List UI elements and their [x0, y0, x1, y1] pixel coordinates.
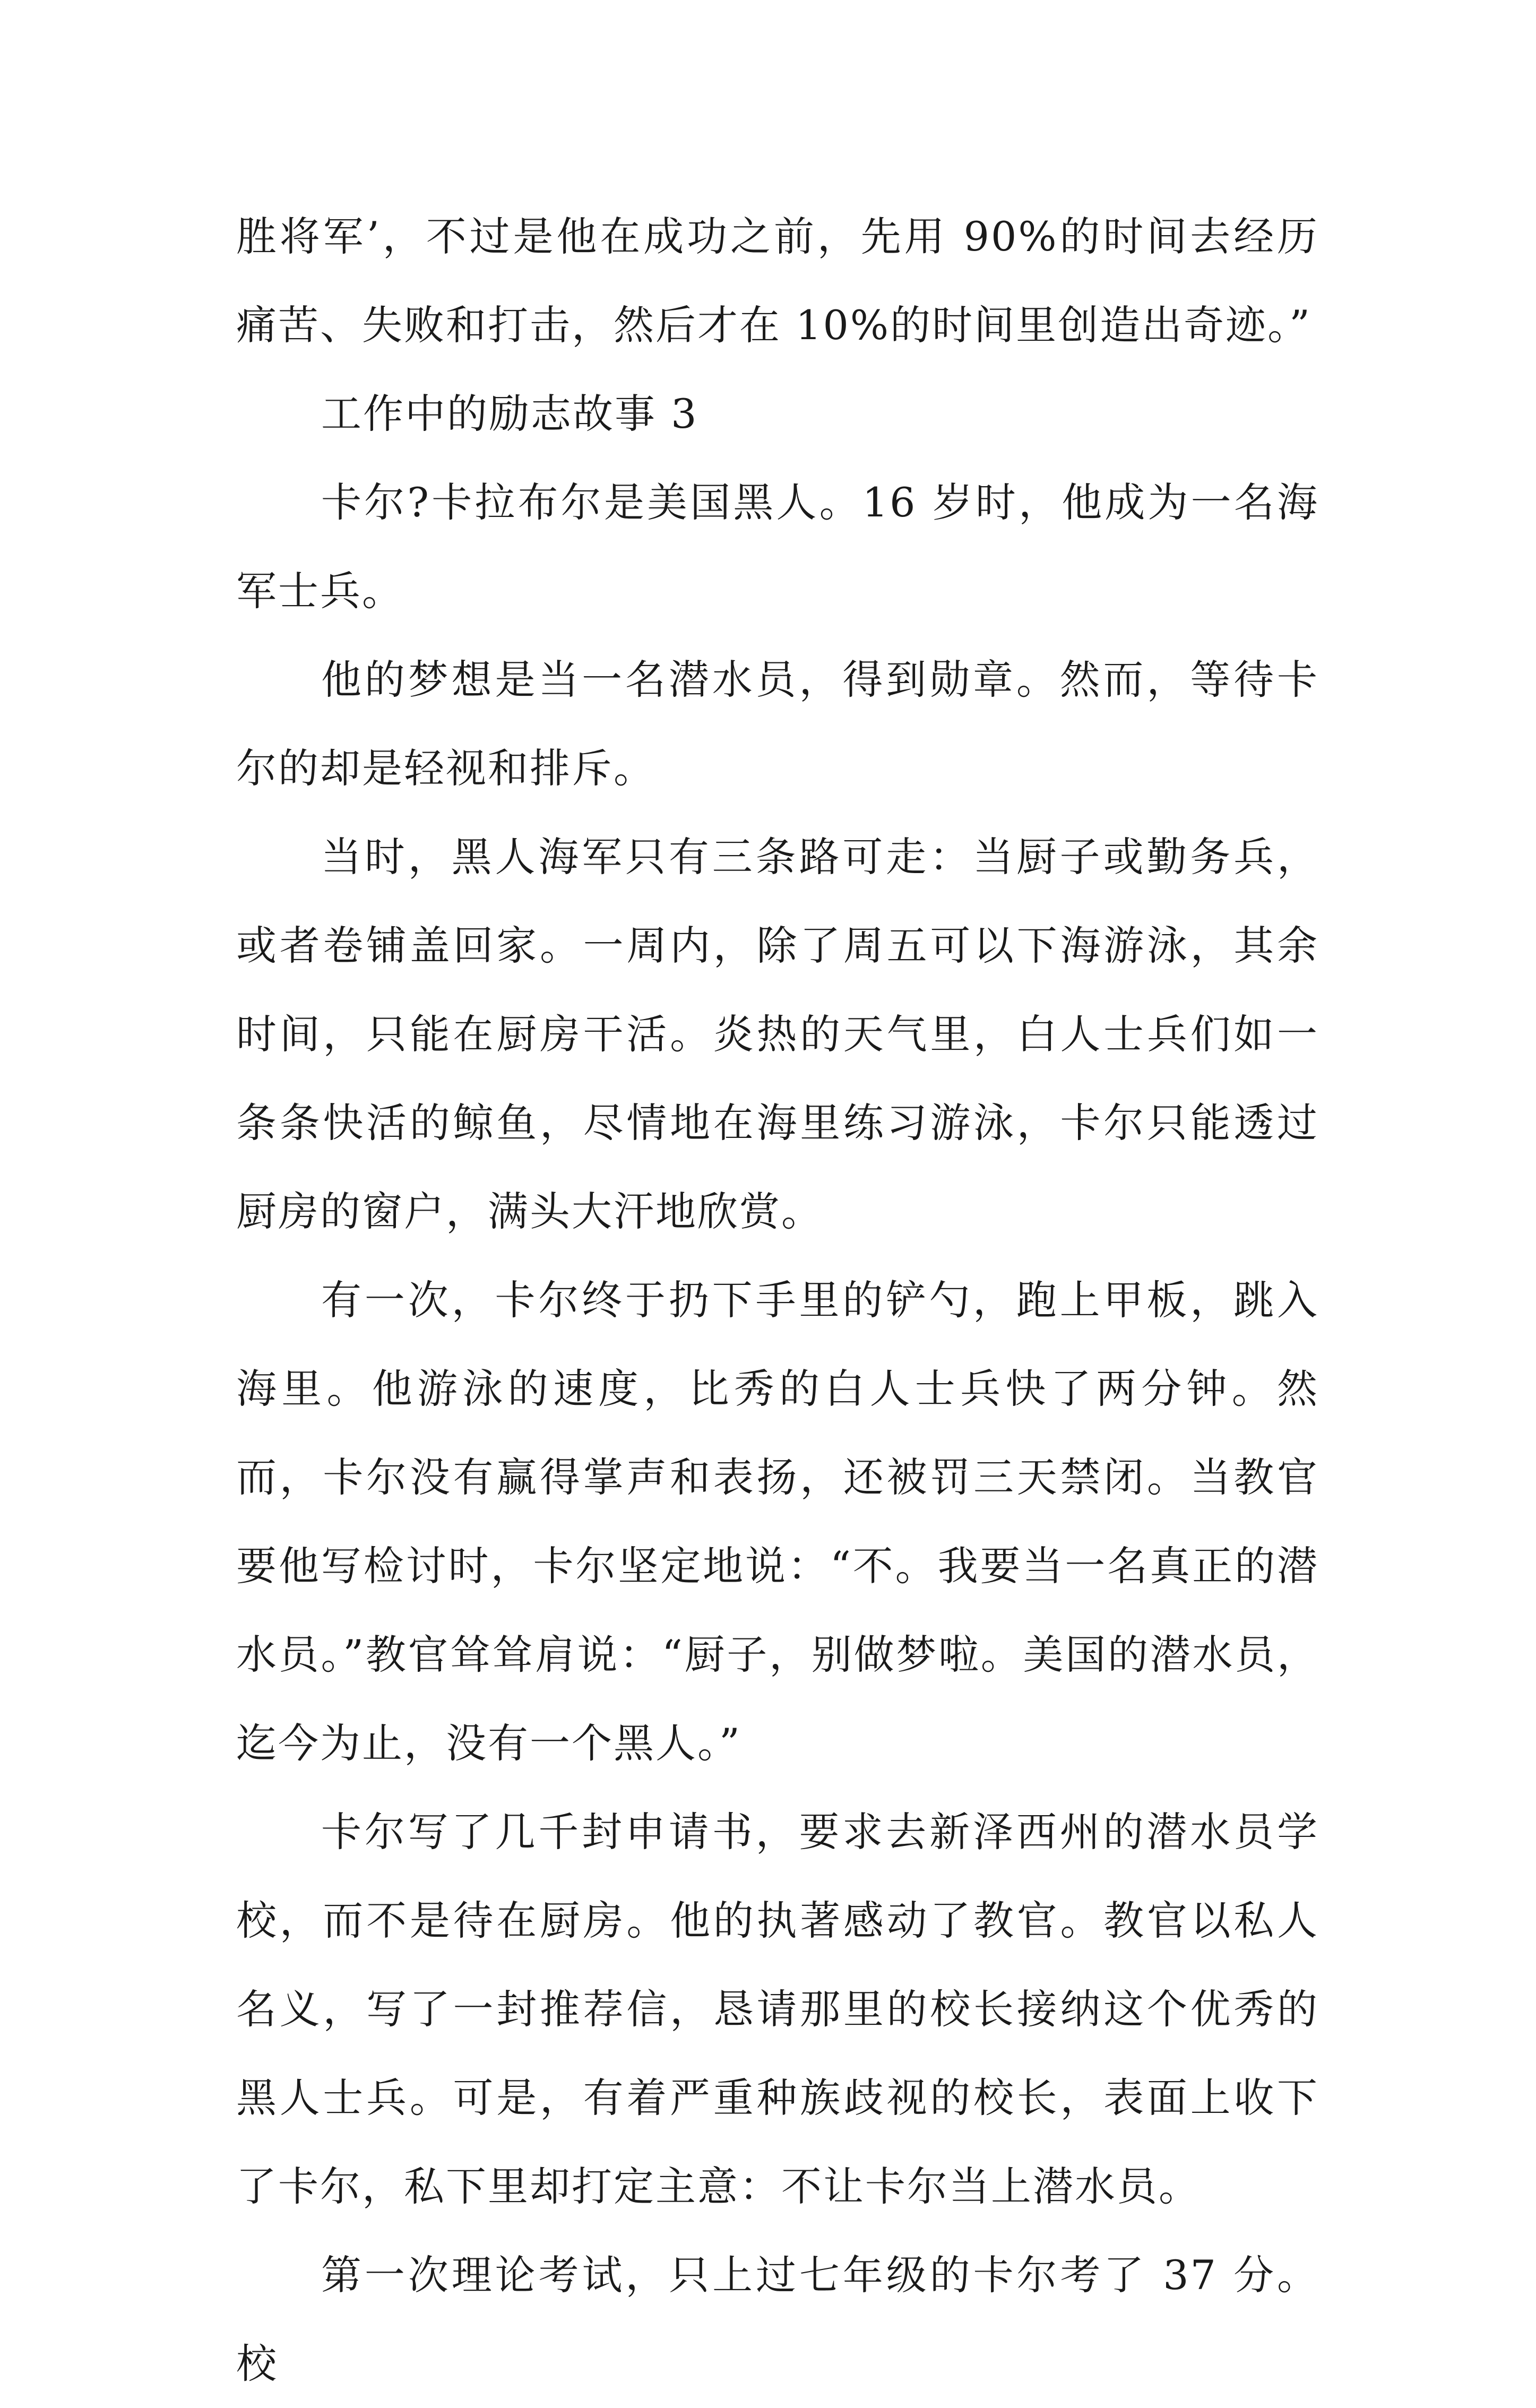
paragraph-continuation: 胜将军’，不过是他在成功之前，先用 90%的时间去经历痛苦、失败和打击，然后才在 10%的时间里创造出奇迹。” [236, 213, 1319, 349]
paragraph: 他的梦想是当一名潜水员，得到勋章。然而，等待卡尔的却是轻视和排斥。 [236, 656, 1319, 792]
document-body [236, 192, 1319, 2408]
paragraph: 卡尔?卡拉布尔是美国黑人。16 岁时，他成为一名海军士兵。 [236, 479, 1319, 615]
paragraph: 有一次，卡尔终于扔下手里的铲勺，跑上甲板，跳入海里。他游泳的速度，比秀的白人士兵快了两分钟。然而，卡尔没有赢得掌声和表扬，还被罚三天禁闭。当教官要他写检讨时，卡尔坚定地说：“不。我要当一名真正的潜水员。”教官耸耸肩说：“厨子，别做梦啦。美国的潜水员，迄今为止，没有一个黑人。” [236, 1276, 1319, 1767]
paragraph: 当时，黑人海军只有三条路可走：当厨子或勤务兵，或者卷铺盖回家。一周内，除了周五可以下海游泳，其余时间，只能在厨房干活。炎热的天气里，白人士兵们如一条条快活的鲸鱼，尽情地在海里练习游泳，卡尔只能透过厨房的窗户，满头大汗地欣赏。 [236, 833, 1319, 1235]
paragraph: 卡尔写了几千封申请书，要求去新泽西州的潜水员学校，而不是待在厨房。他的执著感动了教官。教官以私人名义，写了一封推荐信，恳请那里的校长接纳这个优秀的黑人士兵。可是，有着严重种族歧视的校长，表面上收下了卡尔，私下里却打定主意：不让卡尔当上潜水员。 [236, 1808, 1319, 2210]
section-heading: 工作中的励志故事 3 [321, 390, 698, 437]
paragraph-truncated: 第一次理论考试，只上过七年级的卡尔考了 37 分。校 [236, 2251, 1319, 2387]
